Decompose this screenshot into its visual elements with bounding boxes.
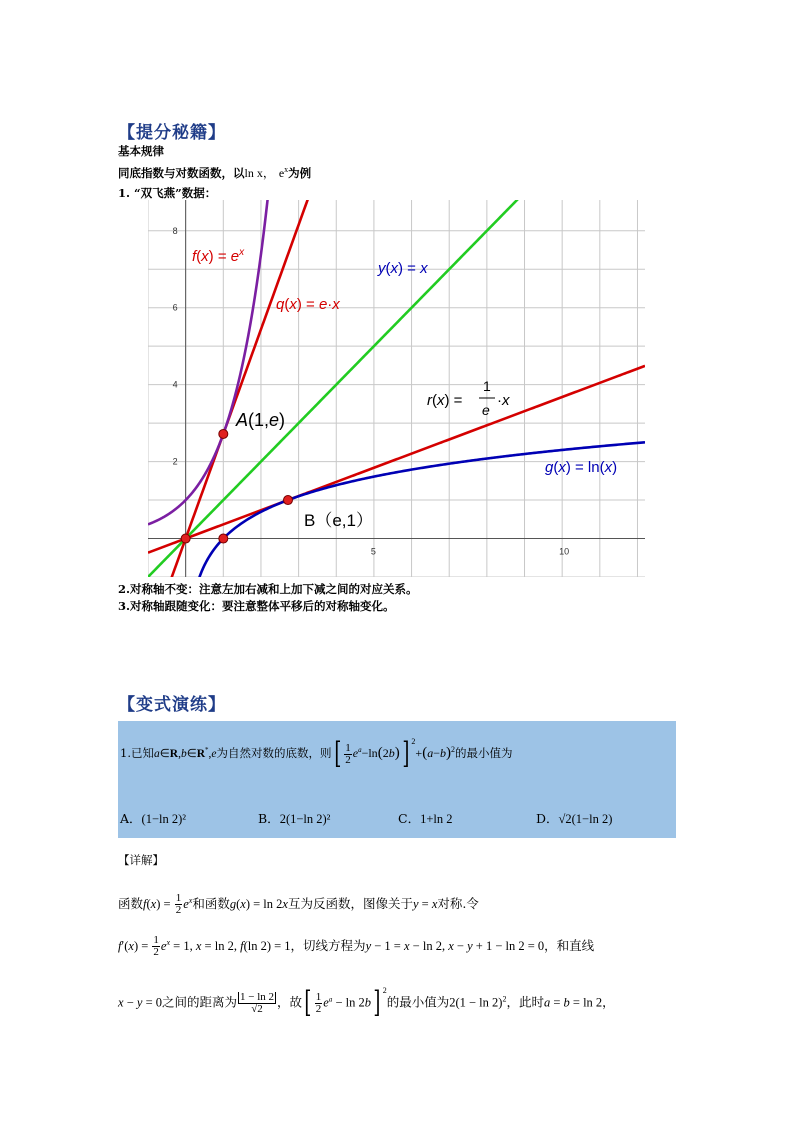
label-g: g(x) = ln(x)	[545, 459, 618, 476]
svg-text:1: 1	[483, 378, 491, 394]
section-title-practice: 【变式演练】	[118, 695, 226, 715]
solution-line-1: 函数f(x) = $\frac{1}{2}$ $e^x$和函数g(x) = ln 2x互为反函数，图像关于y = x对称.令	[118, 892, 479, 916]
solution-line-2: f′(x) = $\frac{1}{2}$ $e^x = 1$, x = ln 2, f(ln 2) = 1，切线方程为y − 1 = x − ln 2, x − y + 1 − ln 2 = 0，和直线	[118, 934, 595, 958]
solution-line-3: x − y = 0之间的距离为 $\frac{1 - \ln 2}{√2}$ ，故[ $\frac{1}{2}$ $e^a - \ln 2b$] $^2$的最小值为$2(1 - \ln 2)^2$，此时a = b = ln 2，	[118, 985, 615, 1020]
question-tail: 的最小值为	[454, 746, 513, 760]
label-q: q(x) = e·x	[276, 296, 340, 313]
question-box	[118, 721, 676, 838]
x-tick-label: 5	[370, 546, 376, 557]
label-point-a: A(1,e)	[236, 410, 286, 430]
y-tick-label: 8	[172, 225, 178, 236]
svg-text:e: e	[482, 402, 490, 418]
label-point-b: B（e,1）	[304, 511, 373, 530]
label-y: y(x) = x	[378, 260, 428, 277]
section-title-tips: 【提分秘籍】	[118, 123, 226, 143]
y-tick-label: 4	[172, 379, 178, 390]
function-graph	[148, 200, 645, 577]
y-tick-label: 6	[172, 302, 178, 313]
question-mid: 为自然对数的底数，则	[216, 746, 332, 760]
intro-math-e: e	[278, 166, 285, 180]
choice-b: B．2(1−ln 2)²	[258, 811, 331, 826]
question-text: 1.已知a∈R,b∈R*,e为自然对数的底数，则[ $\frac{1}{2}$ $e^a-\ln(2b)$] $^2+(a-b)^2$的最小值为	[120, 736, 513, 771]
solution-heading: 【详解】	[118, 853, 164, 867]
heading-basic-rule: 基本规律	[118, 144, 164, 158]
item-2: 2.对称轴不变：注意左加右减和上加下减之间的对应关系。	[118, 582, 418, 596]
label-r	[427, 378, 510, 418]
chart-point	[219, 429, 228, 438]
choice-d: D．√2(1−ln 2)	[536, 811, 613, 826]
intro-tail: 为例	[288, 166, 312, 180]
item-3: 3.对称轴跟随变化：要注意整体平移后的对称轴变化。	[118, 599, 395, 613]
intro-math-e-sup: x	[284, 165, 289, 175]
svg-text:·x: ·x	[497, 392, 510, 409]
label-f: $f(x) = e^x$	[192, 247, 245, 265]
intro-line	[118, 164, 311, 181]
chart-tick-labels	[173, 226, 570, 557]
question-prefix: 1.已知	[120, 746, 154, 760]
svg-text:r(x) =: r(x) =	[427, 392, 463, 409]
chart-point	[181, 534, 190, 543]
intro-math-ln: ln x，	[244, 166, 275, 180]
item-1: 1. “双飞燕”数据：	[118, 186, 217, 200]
choice-a: A．(1−ln 2)²	[120, 811, 187, 826]
chart-point	[219, 534, 228, 543]
chart-point	[283, 496, 292, 505]
y-tick-label: 2	[172, 456, 178, 467]
choice-c: C．1+ln 2	[398, 811, 453, 826]
x-tick-label: 10	[559, 546, 570, 557]
intro-text: 同底指数与对数函数，以	[118, 166, 245, 180]
